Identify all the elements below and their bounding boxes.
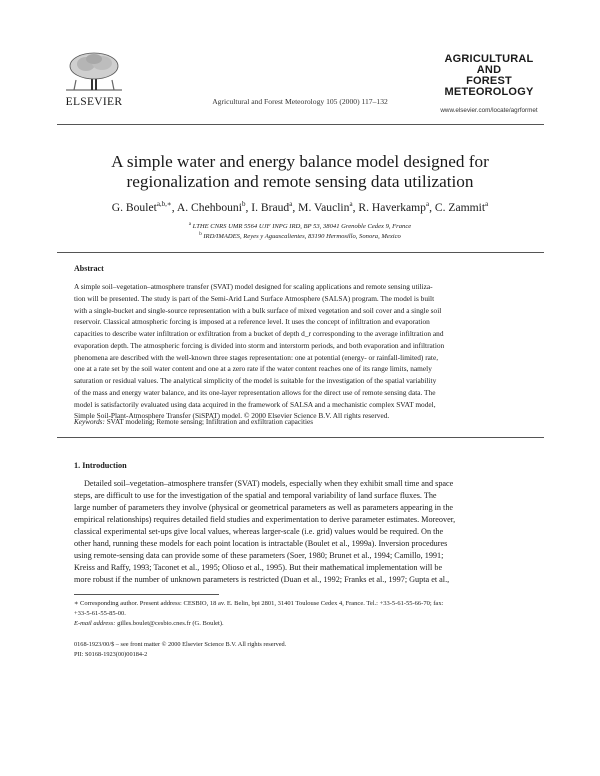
affiliation-text: IRD/IMADES, Reyes y Aguascalientes, 83190 Hermosillo, Sonora, Mexico <box>203 233 401 241</box>
journal-title-line: METEOROLOGY <box>444 86 534 98</box>
affiliation-label: b <box>199 232 202 237</box>
journal-title-line: FOREST <box>466 75 512 87</box>
author-name: C. Zammit <box>434 200 486 214</box>
body-line: using remote-sensing data can provide some of these parameters (Soer, 1980; Brunet et al., 1994; Camillo, 1991; <box>74 551 444 561</box>
body-line: classical experimental set-ups give local values, whereas larger-scale (i.e. grid) values would be required. On the <box>74 527 444 537</box>
author-name: I. Braud <box>251 200 290 214</box>
header-divider <box>57 124 544 125</box>
affiliation-text: LTHE CNRS UMR 5564 UJF INPG IRD, BP 53, 38041 Grenoble Cedex 9, France <box>192 223 412 231</box>
body-line: empirical relationships) requires detailed field studies and experimentation to derive parameter estimates. Moreover, <box>74 515 456 525</box>
journal-title-line: AND <box>476 64 502 76</box>
abstract-line: reservoir. Classical atmospheric forcing is imposed at a reference level. It uses the concept of infiltration and evaporation <box>74 317 430 327</box>
abstract-line: saturation or residual values. The analytical simplicity of the model is suitable for the investigation of the spatial variability <box>74 376 437 385</box>
body-line: steps, are difficult to use for the investigation of the spatial and temporal variability of land surface fluxes. The <box>74 491 437 501</box>
abstract-line: evaporation depth. The atmospheric forcing is divided into storm and interstorm periods, and both evaporation and infiltration <box>74 340 445 350</box>
abstract-line: one at a rate set by the soil water content and one at a zero rate if the water content reaches one of its range limits, namely <box>74 364 432 374</box>
title-divider <box>57 252 544 253</box>
body-line: other hand, running these models for each point location is intractable (Boulet et al., 1999a). Inversion procedures <box>74 539 448 549</box>
journal-title <box>434 54 544 98</box>
author-affil-mark: b <box>241 200 246 208</box>
title-line: A simple water and energy balance model designed for <box>111 152 489 171</box>
affiliation-label: a <box>188 222 192 227</box>
body-line: Detailed soil–vegetation–atmosphere transfer (SVAT) models, especially when they exhibit small time and space <box>84 479 454 488</box>
abstract-heading: Abstract <box>74 264 104 273</box>
author-name: G. Boulet <box>111 200 157 214</box>
abstract-line: A simple soil–vegetation–atmosphere transfer (SVAT) model designed for scaling applications and remote sensing utiliza- <box>74 282 433 291</box>
abstract-body <box>74 281 527 422</box>
abstract-line: capacities to describe water infiltration or exfiltration from a bucket of depth d_r corresponding to the average infiltration and <box>74 329 444 338</box>
affiliation <box>40 232 560 240</box>
abstract-divider <box>57 437 544 438</box>
footnote-line: +33-5-61-55-85-00. <box>74 609 126 617</box>
abstract-line: tion will be presented. The study is part of the Semi-Arid Land Surface Atmosphere (SALSA) program. The model is built <box>74 293 435 303</box>
email-label: E-mail address: <box>74 620 116 627</box>
author-affil-mark: a <box>289 200 293 208</box>
email-footnote <box>74 620 527 627</box>
corresponding-author-footnote <box>74 599 527 619</box>
abstract-line: model is satisfactorily evaluated using data acquired in the framework of SALSA and a mechanistic complex SVAT model, <box>74 399 436 409</box>
journal-title-line: AGRICULTURAL <box>444 53 534 65</box>
keywords <box>74 418 527 426</box>
author-name: A. Chehbouni <box>176 200 242 214</box>
keywords-list: SVAT modeling; Remote sensing; Infiltration and exfiltration capacities <box>106 418 314 426</box>
author-name: M. Vauclin <box>298 200 350 214</box>
journal-reference: Agricultural and Forest Meteorology 105 (2000) 117–132 <box>212 97 388 106</box>
pii-line: PII: S0168-1923(00)00184-2 <box>74 651 148 658</box>
author-affil-mark: a <box>349 200 353 208</box>
keywords-label: Keywords: <box>74 418 105 426</box>
body-line: more robust if the number of unknown parameters is restricted (Duan et al., 1992; Franks et al., 1997; Gupta et al., <box>74 575 450 585</box>
abstract-line: of the mass and energy water balance, and its one-layer representation allows for the direct use of remote sensing data. The <box>74 387 436 397</box>
author-affil-mark: a <box>485 200 489 208</box>
body-line: large number of parameters they involve (physical or geometrical parameters as well as parameters appearing in the <box>74 503 454 513</box>
abstract-line: with a single-bucket and single-source representation with a bulk surface of mixed vegetation and soil cover and a single soil <box>74 305 442 315</box>
affiliation <box>40 222 560 230</box>
elsevier-tree-logo <box>62 50 126 94</box>
author-affil-mark: a,b,∗ <box>156 200 172 208</box>
body-line: Kreiss and Raffy, 1993; Taconet et al., 1995; Olioso et al., 1995). But their mathematical implementation will be <box>74 563 443 573</box>
abstract-line: phenomena are described with the well-known three stages representation: one at potential (energy- or rainfall-limited) rate, <box>74 352 439 362</box>
title-line: regionalization and remote sensing data utilization <box>126 172 474 191</box>
footnote-line: ∗ Corresponding author. Present address: CESBIO, 18 av. E. Belin, bpi 2801, 31401 Toulouse Cedex 4, France. Tel.: +33-5-61-55-66-70; fax: <box>74 600 444 607</box>
abstract-line: Simple Soil-Plant-Atmosphere Transfer (SiSPAT) model. © 2000 Elsevier Science B.V. All rights reserved. <box>74 411 390 421</box>
article-title <box>40 152 560 192</box>
copyright-line: 0168-1923/00/$ – see front matter © 2000 Elsevier Science B.V. All rights reserved. <box>74 641 287 648</box>
email-address[interactable]: gilles.boulet@cesbio.cnes.fr (G. Boulet). <box>117 620 224 627</box>
publisher-name: ELSEVIER <box>65 96 123 108</box>
introduction-body <box>74 478 527 586</box>
journal-url[interactable]: www.elsevier.com/locate/agrformet <box>440 107 538 114</box>
author-name: R. Haverkamp <box>358 200 426 214</box>
section-heading: 1. Introduction <box>74 461 127 470</box>
footnote-divider <box>74 594 219 595</box>
author-list: G. Boulet$^{a,b,∗}$, A. Chehbouni$^b$, I. Braud$^a$, M. Vauclin$^a$, R. Haverkamp$^a$, C. Zammit$^a$ <box>111 200 489 214</box>
author-affil-mark: a <box>425 200 430 208</box>
